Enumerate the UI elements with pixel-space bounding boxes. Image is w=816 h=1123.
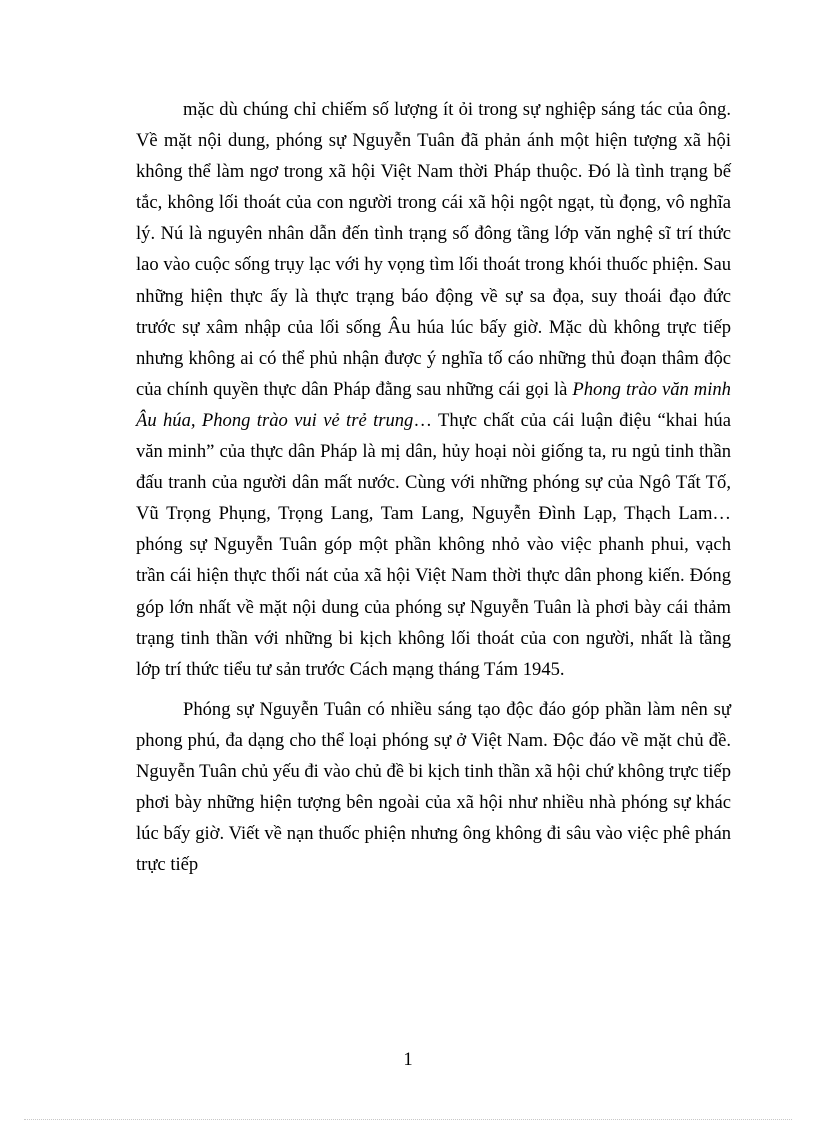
paragraph-1 xyxy=(136,94,731,685)
paragraph-1-italic-phrase: Phong trào văn minh Âu húa, Phong trào vui vẻ trẻ trung xyxy=(136,378,731,431)
body-text xyxy=(136,94,731,880)
paragraph-1-text-after: … Thực chất của cái luận điệu “khai húa văn minh” của thực dân Pháp là mị dân, hủy hoại nòi giống ta, ru ngủ tinh thần đấu tranh của người dân mất nước. Cùng với những phóng sự của Ngô Tất Tố, Vũ Trọng Phụng, Trọng Lang, Tam Lang, Nguyễn Đình Lạp, Thạch Lam… phóng sự Nguyễn Tuân góp một phần không nhỏ vào việc phanh phui, vạch trần cái hiện thực thối nát của xã hội Việt Nam thời thực dân phong kiến. Đóng góp lớn nhất về mặt nội dung của phóng sự Nguyễn Tuân là phơi bày cái thảm trạng tinh thần với những bi kịch không lối thoát của con người, nhất là tầng lớp trí thức tiểu tư sản trước Cách mạng tháng Tám 1945. xyxy=(136,409,731,680)
footer-divider xyxy=(24,1119,792,1120)
paragraph-2: Phóng sự Nguyễn Tuân có nhiều sáng tạo độc đáo góp phần làm nên sự phong phú, đa dạng cho thể loại phóng sự ở Việt Nam. Độc đáo về mặt chủ đề. Nguyễn Tuân chủ yếu đi vào chủ đề bi kịch tinh thần xã hội chứ không trực tiếp phơi bày những hiện tượng bên ngoài của xã hội như nhiều nhà phóng sự khác lúc bấy giờ. Viết về nạn thuốc phiện nhưng ông không đi sâu vào việc phê phán trực tiếp xyxy=(136,698,731,876)
page-number: 1 xyxy=(403,1049,413,1070)
paragraph-1-text-before: mặc dù chúng chỉ chiếm số lượng ít ỏi trong sự nghiệp sáng tác của ông. Về mặt nội dung, phóng sự Nguyễn Tuân đã phản ánh một hiện tượng xã hội không thể làm ngơ trong xã hội Việt Nam thời Pháp thuộc. Đó là tình trạng bế tắc, không lối thoát của con người trong cái xã hội ngột ngạt, tù đọng, vô nghĩa lý. Nú là nguyên nhân dẫn đến tình trạng số đông tầng lớp văn nghệ sĩ trí thức lao vào cuộc sống trụy lạc với hy vọng tìm lối thoát trong khói thuốc phiện. Sau những hiện thực ấy là thực trạng báo động về sự sa đọa, suy thoái đạo đức trước sự xâm nhập của lối sống Âu húa lúc bấy giờ. Mặc dù không trực tiếp nhưng không ai có thể phủ nhận được ý nghĩa tố cáo những thủ đoạn thâm độc của chính quyền thực dân Pháp đằng sau những cái gọi là xyxy=(136,99,731,400)
